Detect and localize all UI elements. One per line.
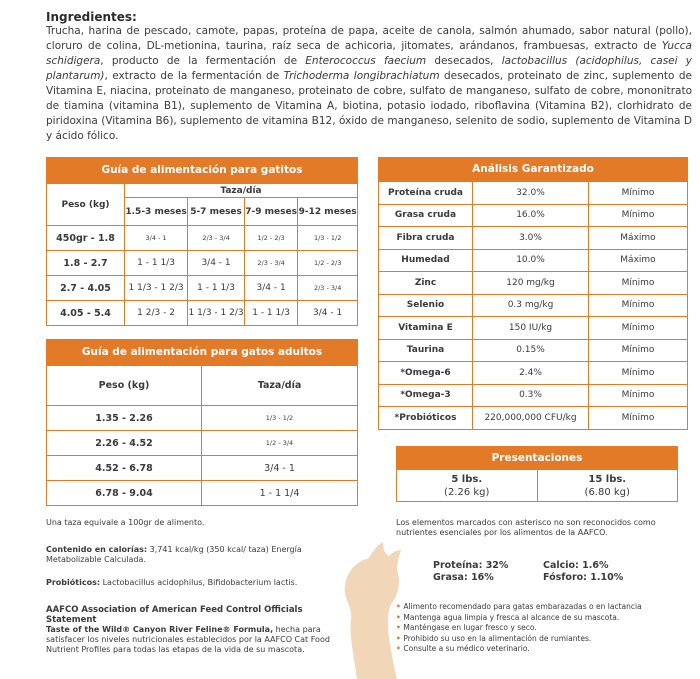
list-item: • Mantenga agua limpia y fresca al alcance de su mascota. [396,613,642,624]
kitten-cups: 3/4 - 1 [298,301,358,326]
analysis-value: 0.15% [473,339,589,362]
presentation-item: 15 lbs. (6.80 kg) [537,470,678,502]
analysis-nutrient: Humedad [379,249,473,272]
table-row [379,227,688,250]
adult-weight: 1.35 - 2.26 [47,406,202,431]
kitten-cups: 1 1/3 - 1 2/3 [188,301,245,326]
table-row [379,294,688,317]
adult-feeding-guide [46,339,358,506]
analysis-value: 3.0% [473,227,589,250]
kitten-cups: 3/4 - 1 [125,226,188,251]
kitten-cups: 1 - 1 1/3 [188,276,245,301]
analysis-value: 32.0% [473,182,589,205]
probiotics-note: Probióticos: Lactobacillus acidophilus, Bifidobacterium lactis. [46,578,298,587]
kitten-cups: 3/4 - 1 [188,251,245,276]
table-row [47,406,358,431]
analysis-qualifier: Mínimo [589,362,688,385]
table-row [47,481,358,506]
adult-cups: 3/4 - 1 [202,456,358,481]
kitten-weight: 1.8 - 2.7 [47,251,125,276]
calories-note: Contenido en calorías: 3,741 kcal/kg (350 kcal/ taza) Energía Metabolizable Calculada. [46,545,302,564]
kitten-cups: 1 - 1 1/3 [125,251,188,276]
analysis-nutrient: *Probióticos [379,407,473,430]
presentations-table [396,469,678,502]
table-row [47,226,358,251]
adult-cups: 1/2 - 3/4 [202,431,358,456]
table-row [47,251,358,276]
table-row [47,456,358,481]
analysis-qualifier: Mínimo [589,294,688,317]
kitten-cups: 1 2/3 - 2 [125,301,188,326]
table-row [379,339,688,362]
kitten-cups: 1/2 - 2/3 [244,226,297,251]
adult-cups: 1 - 1 1/4 [202,481,358,506]
list-item: • Consulte a su médico veterinario. [396,644,642,655]
table-row [47,276,358,301]
kitten-age-header: 5-7 meses [188,198,245,226]
calcium-value: Calcio: 1.6% [543,560,609,571]
adult-cup-header: Taza/día [202,366,358,406]
analysis-value: 10.0% [473,249,589,272]
adult-cups: 1/3 - 1/2 [202,406,358,431]
kitten-guide-table [46,183,358,326]
table-row [379,272,688,295]
analysis-nutrient: Zinc [379,272,473,295]
adult-weight: 6.78 - 9.04 [47,481,202,506]
list-item: • Manténgase en lugar fresco y seco. [396,623,642,634]
kitten-cups: 2/3 - 3/4 [244,251,297,276]
kitten-weight: 450gr - 1.8 [47,226,125,251]
adult-guide-table [46,365,358,506]
cat-silhouette-icon [335,540,405,679]
kitten-guide-title: Guía de alimentación para gatitos [46,157,358,183]
kitten-age-header: 9-12 meses [298,198,358,226]
analysis-nutrient: Vitamina E [379,317,473,340]
guaranteed-analysis [378,157,688,430]
kitten-feeding-guide [46,157,358,326]
table-row [379,182,688,205]
analysis-value: 220,000,000 CFU/kg [473,407,589,430]
kitten-weight-header: Peso (kg) [47,184,125,226]
analysis-value: 150 IU/kg [473,317,589,340]
analysis-nutrient: Grasa cruda [379,204,473,227]
analysis-qualifier: Mínimo [589,407,688,430]
analysis-qualifier: Mínimo [589,384,688,407]
analysis-nutrient: Fibra cruda [379,227,473,250]
analysis-qualifier: Máximo [589,249,688,272]
table-row [379,204,688,227]
analysis-qualifier: Máximo [589,227,688,250]
ingredients-block [46,10,692,144]
analysis-qualifier: Mínimo [589,204,688,227]
kitten-cups: 2/3 - 3/4 [298,276,358,301]
analysis-qualifier: Mínimo [589,317,688,340]
kitten-weight: 2.7 - 4.05 [47,276,125,301]
analysis-value: 2.4% [473,362,589,385]
analysis-nutrient: Proteína cruda [379,182,473,205]
kitten-cups: 3/4 - 1 [244,276,297,301]
presentation-item: 5 lbs. (2.26 kg) [397,470,538,502]
kitten-cups: 2/3 - 3/4 [188,226,245,251]
table-row [379,362,688,385]
adult-guide-title: Guía de alimentación para gatos adultos [46,339,358,365]
table-row [379,407,688,430]
kitten-age-header: 1.5-3 meses [125,198,188,226]
analysis-value: 0.3% [473,384,589,407]
table-row [379,317,688,340]
analysis-nutrient: *Omega-6 [379,362,473,385]
adult-weight-header: Peso (kg) [47,366,202,406]
aafco-statement: AAFCO Association of American Feed Control Officials Statement Taste of the Wild® Canyon River Feline® Formula, hecha para satisfacer los niveles nutricionales establecidos por la AAFCO Cat Food Nutrient Profiles para todas las etapas de la vida de su mascota. [46,605,330,654]
kitten-cups: 1/2 - 2/3 [298,251,358,276]
asterisk-note: Los elementos marcados con asterisco no son reconocidos como nutrientes esenciales por los alimentos de la AAFCO. [396,518,656,537]
kitten-cups: 1/3 - 1/2 [298,226,358,251]
presentations-title: Presentaciones [396,446,678,469]
phosphorus-value: Fósforo: 1.10% [543,572,624,583]
ingredients-text: Trucha, harina de pescado, camote, papas, proteína de papa, aceite de canola, salmón ahumado, sabor natural (pollo), cloruro de colina, DL-metionina, taurina, raíz seca de achicoria, jitomates, arándanos, frambuesas, extracto de Yucca schidigera, producto de la fermentación de Enterococcus faecium desecados, lactobacillus (acidophilus, casei y plantarum), extracto de la fermentación de Trichoderma longibrachiatum desecados, proteinato de zinc, suplemento de Vitamina E, niacina, proteinato de manganeso, proteinato de cobre, sulfato de manganeso, sulfato de cobre, mononitrato de tiamina (vitamina B1), suplemento de Vitamina A, biotina, potasio iodado, riboflavina (Vitamina B2), clorhidrato de piridoxina (Vitamina B6), suplemento de vitamina B12, óxido de manganeso, selenito de sodio, suplemento de Vitamina D y ácido fólico. [46,25,692,142]
nutrient-summary [433,560,623,584]
analysis-value: 120 mg/kg [473,272,589,295]
analysis-qualifier: Mínimo [589,182,688,205]
analysis-title: Análisis Garantizado [378,157,688,181]
analysis-nutrient: Taurina [379,339,473,362]
cup-note: Una taza equivale a 100gr de alimento. [46,518,205,527]
adult-weight: 2.26 - 4.52 [47,431,202,456]
table-row [379,384,688,407]
kitten-cups: 1 - 1 1/3 [244,301,297,326]
kitten-age-header: 7-9 meses [244,198,297,226]
table-row [47,301,358,326]
list-item: • Prohibido su uso en la alimentación de rumiantes. [396,634,642,645]
analysis-nutrient: *Omega-3 [379,384,473,407]
kitten-cups: 1 1/3 - 1 2/3 [125,276,188,301]
table-row [379,249,688,272]
analysis-qualifier: Mínimo [589,272,688,295]
recommendations-list [396,602,642,655]
protein-value: Proteína: 32% [433,560,509,571]
ingredients-title: Ingredientes: [46,10,137,24]
kitten-weight: 4.05 - 5.4 [47,301,125,326]
presentations [396,446,678,502]
analysis-qualifier: Mínimo [589,339,688,362]
kitten-cup-header: Taza/día [125,184,358,198]
table-row [47,431,358,456]
adult-weight: 4.52 - 6.78 [47,456,202,481]
analysis-value: 0.3 mg/kg [473,294,589,317]
analysis-nutrient: Selenio [379,294,473,317]
fat-value: Grasa: 16% [433,572,494,583]
list-item: • Alimento recomendado para gatas embarazadas o en lactancia [396,602,642,613]
analysis-value: 16.0% [473,204,589,227]
analysis-table [378,181,688,430]
